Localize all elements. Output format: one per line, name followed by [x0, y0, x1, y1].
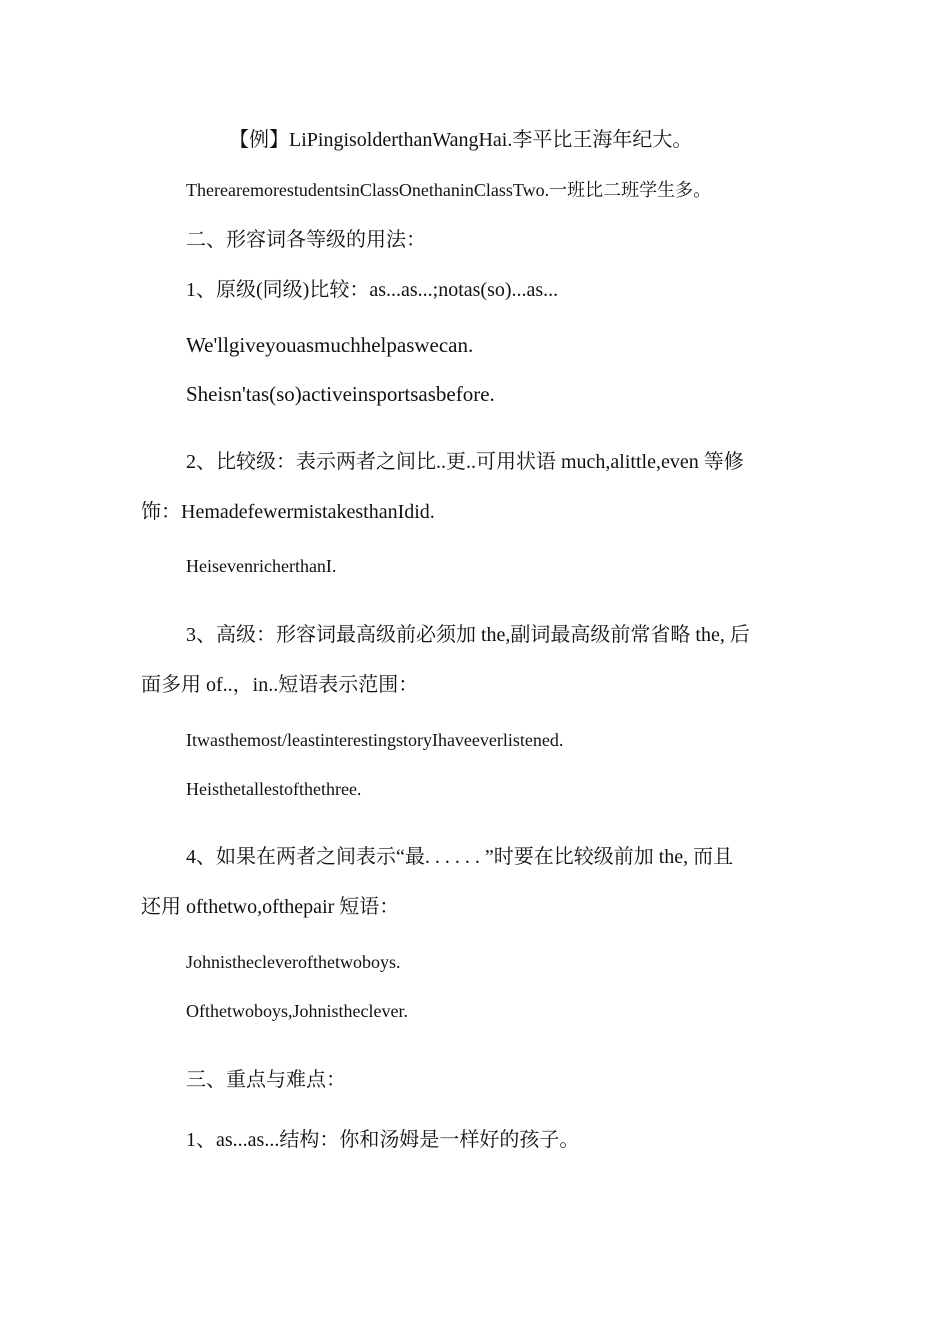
- key-point-1: 1、as...as...结构：你和汤姆是一样好的孩子。: [186, 1129, 580, 1151]
- example-sentence: Ofthetwoboys,Johnistheclever.: [186, 1001, 408, 1021]
- rule-3-continuation: 面多用 of..，in..短语表示范围：: [141, 674, 419, 696]
- section-heading-2: 二、形容词各等级的用法：: [186, 229, 426, 251]
- section-heading-3: 三、重点与难点：: [186, 1069, 346, 1091]
- rule-4-continuation: 还用 ofthetwo,ofthepair 短语：: [141, 896, 400, 918]
- rule-2-continuation: 饰：HemadefewermistakesthanIdid.: [141, 501, 435, 523]
- example-sentence: Itwasthemost/leastinterestingstoryIhaveeverlistened.: [186, 730, 564, 750]
- example-sentence: Heisthetallestofthethree.: [186, 779, 362, 799]
- example-sentence: Johnisthecleverofthetwoboys.: [186, 952, 401, 972]
- rule-3-heading: 3、高级：形容词最高级前必须加 the,副词最高级前常省略 the, 后: [186, 624, 750, 646]
- rule-2-heading: 2、比较级：表示两者之间比..更..可用状语 much,alittle,even 等修: [186, 451, 744, 473]
- example-sentence: We'llgiveyouasmuchhelpaswecan.: [186, 333, 474, 357]
- rule-4-heading: 4、如果在两者之间表示“最. . . . . . ”时要在比较级前加 the, 而且: [186, 846, 734, 868]
- example-sentence: HeisevenricherthanI.: [186, 556, 337, 576]
- example-line-2: TherearemorestudentsinClassOnethaninClassTwo.一班比二班学生多。: [186, 180, 712, 200]
- example-sentence: Sheisn'tas(so)activeinsportsasbefore.: [186, 382, 495, 406]
- example-line-1: 【例】LiPingisolderthanWangHai.李平比王海年纪大。: [229, 129, 693, 151]
- rule-1-heading: 1、原级(同级)比较：as...as...;notas(so)...as...: [186, 279, 559, 301]
